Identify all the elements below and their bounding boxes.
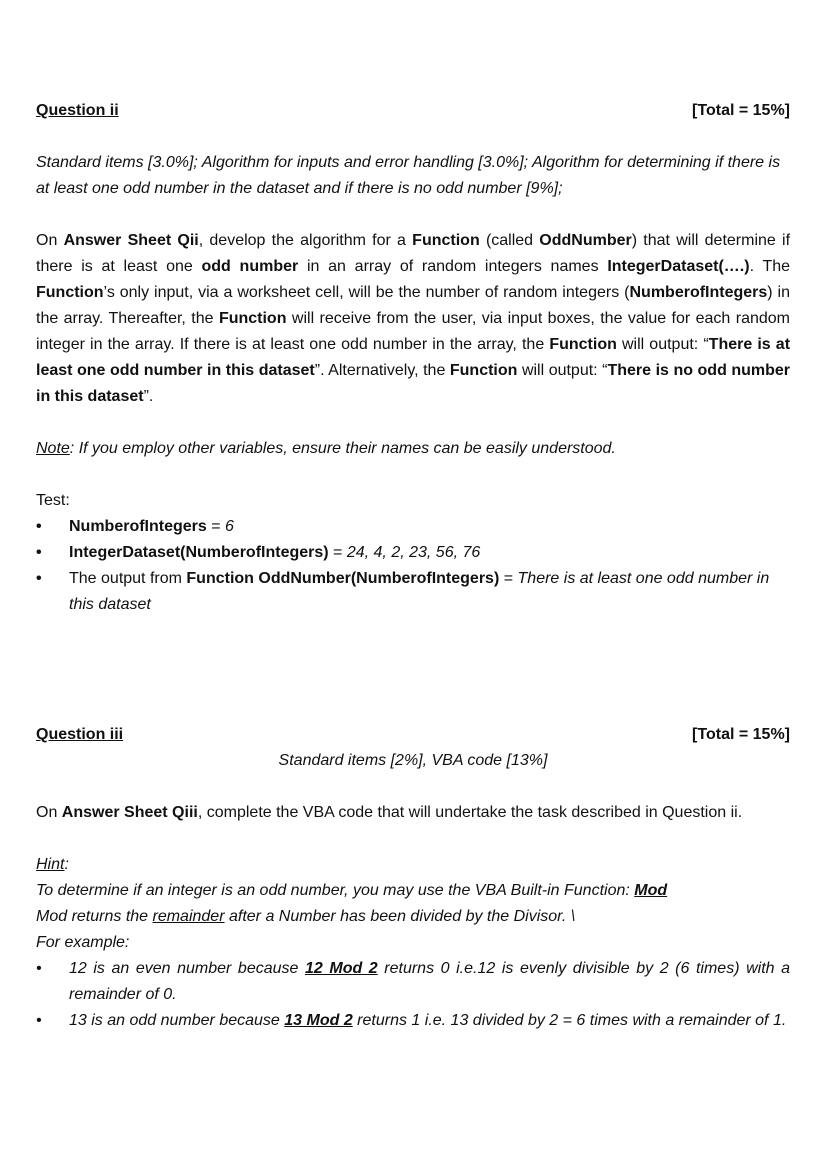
q2-title: Question ii [36,102,119,119]
list-item: • IntegerDataset(NumberofIntegers) = 24, 4, 2, 23, 56, 76 [36,540,790,566]
note-text: : If you employ other variables, ensure their names can be easily understood. [69,440,616,457]
hint-label-line: Hint: [36,856,69,873]
document-page [36,98,790,1034]
q3-paragraph: On Answer Sheet Qiii, complete the VBA code that will undertake the task described in Question ii. [36,804,743,821]
q3-standard-items: Standard items [2%], VBA code [13%] [278,752,548,769]
q2-header [36,98,790,124]
q2-note [36,436,790,462]
list-item: • 12 is an even number because 12 Mod 2 returns 0 i.e.12 is evenly divisible by 2 (6 times) with a remainder of 0. [36,956,790,1008]
list-item: • NumberofIntegers = 6 [36,514,790,540]
list-item: • The output from Function OddNumber(NumberofIntegers) = There is at least one odd number in this dataset [36,566,790,618]
mod-function: Mod [634,882,668,899]
q2-total: [Total = 15%] [692,102,790,119]
hint-block [36,852,790,1034]
hint-line-1: To determine if an integer is an odd number, you may use the VBA Built-in Function: Mod [36,882,668,899]
q3-title: Question iii [36,726,124,743]
test-label: Test: [36,492,70,509]
q2-standard-items: Standard items [3.0%]; Algorithm for inputs and error handling [3.0%]; Algorithm for determining if there is at least one odd number in the dataset and if there is no odd number [9%]; [36,154,781,197]
list-item: • 13 is an odd number because 13 Mod 2 returns 1 i.e. 13 divided by 2 = 6 times with a remainder of 1. [36,1008,790,1034]
test-list [36,514,790,618]
hint-line-2: Mod returns the remainder after a Number has been divided by the Divisor. \ [36,908,576,925]
q3-header [36,722,790,748]
example-label: For example: [36,934,130,951]
example-list [36,956,790,1034]
q2-paragraph: On Answer Sheet Qii, develop the algorithm for a Function (called OddNumber) that will determine if there is at least one odd number in an array of random integers names IntegerDataset(….). The Function’s only input, via a worksheet cell, will be the number of random integers (NumberofIntegers) in the array. Thereafter, the Function will receive from the user, via input boxes, the value for each random integer in the array. If there is at least one odd number in the array, the Function will output: “There is at least one odd number in this dataset”. Alternatively, the Function will output: “There is no odd number in this dataset”. [36,232,791,405]
note-label: Note [36,440,70,457]
q3-total: [Total = 15%] [692,726,790,743]
